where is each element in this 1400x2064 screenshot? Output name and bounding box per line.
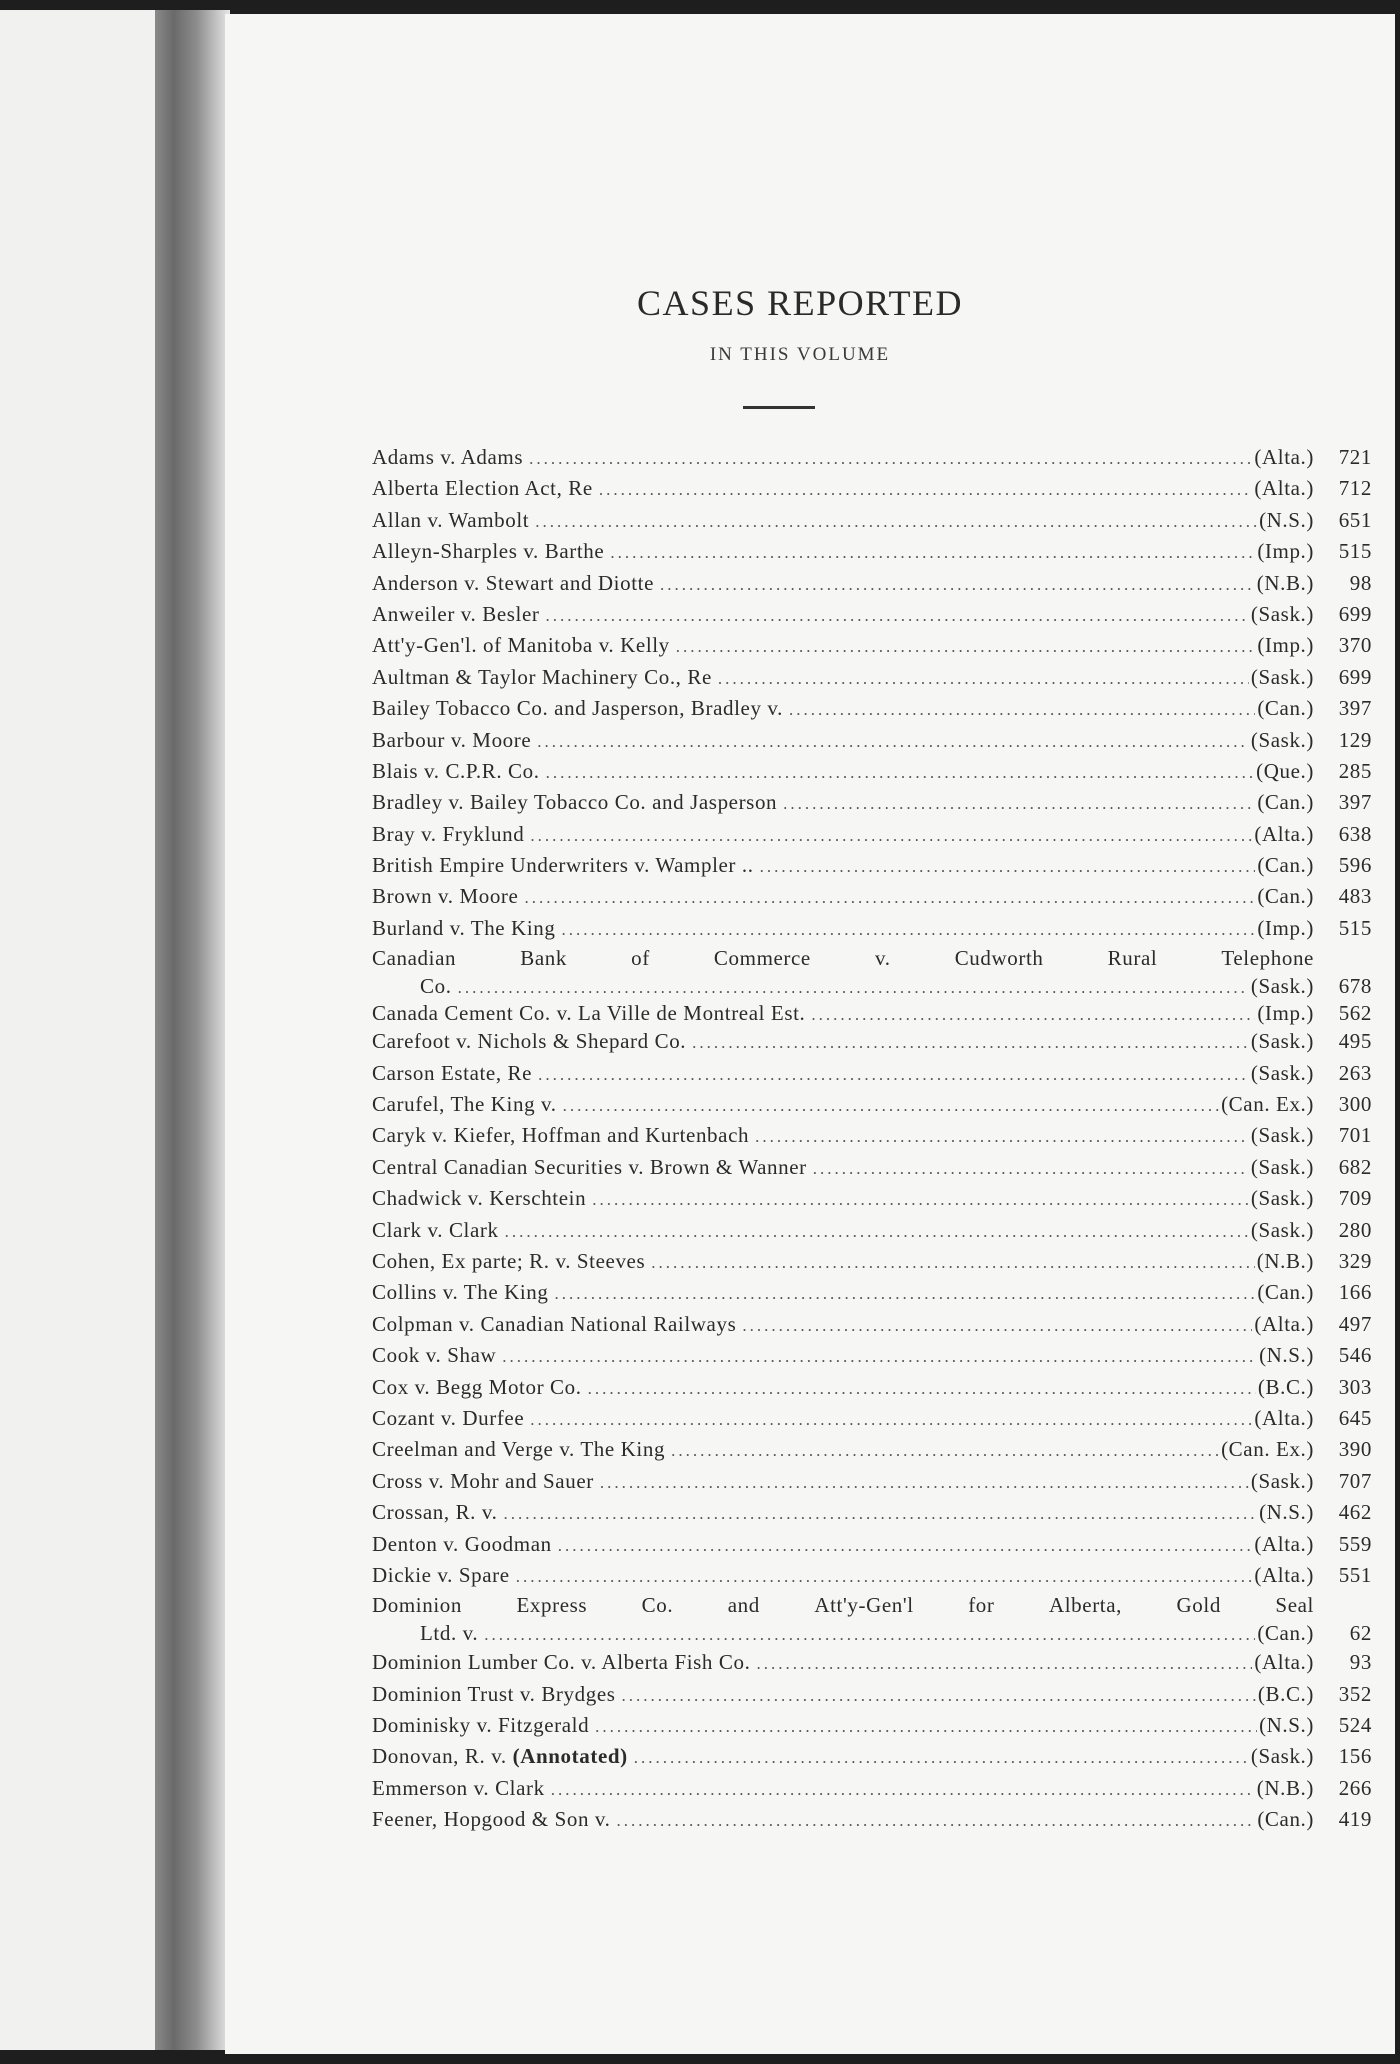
dot-leader	[530, 820, 1252, 851]
court-abbreviation: (Alta.)	[1254, 821, 1314, 846]
court-abbreviation: (Sask.)	[1250, 1217, 1314, 1242]
case-name	[372, 1529, 552, 1560]
dot-leader	[563, 1090, 1219, 1121]
case-entry	[372, 1340, 1372, 1371]
case-name-line1: Dominion Express Co. and Att'y-Gen'l for Alberta, Gold Seal	[372, 1593, 1314, 1618]
case-entry	[372, 1152, 1372, 1183]
case-name-text: Dominion Trust v. Brydges	[372, 1681, 616, 1706]
court-abbreviation: (Sask.)	[1250, 664, 1314, 689]
court-abbreviation: (N.B.)	[1256, 1775, 1314, 1800]
case-name-text: Att'y-Gen'l. of Manitoba v. Kelly	[372, 633, 670, 658]
previous-page-edge	[0, 10, 160, 2050]
page-number: 699	[1338, 664, 1372, 689]
page-number: 483	[1338, 884, 1372, 909]
court-abbreviation: (Sask.)	[1250, 1186, 1314, 1211]
case-name	[372, 1741, 628, 1772]
page-number: 370	[1338, 633, 1372, 658]
case-name	[372, 1026, 686, 1057]
dot-leader	[671, 1435, 1219, 1466]
page-number: 699	[1338, 601, 1372, 626]
case-name-text: Denton v. Goodman	[372, 1531, 552, 1556]
case-entry	[372, 505, 1372, 536]
case-entry	[372, 536, 1372, 567]
page-number: 712	[1338, 476, 1372, 501]
dot-leader	[558, 1530, 1253, 1561]
court-abbreviation: (Can.)	[1257, 1280, 1314, 1305]
case-entry	[372, 1679, 1372, 1710]
dot-leader	[660, 569, 1255, 600]
court-abbreviation: (Alta.)	[1254, 1405, 1314, 1430]
dot-leader	[503, 1498, 1257, 1529]
case-entry-continuation	[372, 1620, 1372, 1647]
case-entry	[372, 756, 1372, 787]
case-name-text: Canada Cement Co. v. La Ville de Montreal Est.	[372, 1001, 806, 1026]
case-name-text: British Empire Underwriters v. Wampler ..	[372, 853, 754, 878]
dot-leader	[811, 1002, 1255, 1028]
case-entry	[372, 1710, 1372, 1741]
court-abbreviation: (Sask.)	[1250, 1029, 1314, 1054]
case-name	[372, 1434, 665, 1465]
court-abbreviation: (N.B.)	[1256, 1248, 1314, 1273]
case-entry	[372, 1647, 1372, 1678]
case-name	[372, 819, 524, 850]
case-entry	[372, 473, 1372, 504]
dot-leader	[537, 726, 1249, 757]
case-name	[372, 1058, 532, 1089]
page-number: 524	[1338, 1713, 1372, 1738]
case-name-text: Dickie v. Spare	[372, 1562, 510, 1587]
dot-leader	[555, 1278, 1256, 1309]
dot-leader	[530, 1404, 1252, 1435]
case-name-text: Emmerson v. Clark	[372, 1775, 545, 1800]
case-name-text: Carson Estate, Re	[372, 1060, 533, 1085]
case-entry	[372, 1183, 1372, 1214]
case-name	[372, 662, 712, 693]
dot-leader	[755, 1121, 1249, 1152]
dot-leader	[692, 1027, 1249, 1058]
court-abbreviation: (N.S.)	[1259, 1713, 1314, 1738]
page-number: 300	[1338, 1092, 1372, 1117]
case-name	[372, 1340, 496, 1371]
page-number: 462	[1338, 1500, 1372, 1525]
court-abbreviation: (Sask.)	[1250, 1744, 1314, 1769]
page-number: 515	[1338, 539, 1372, 564]
case-name-text: Creelman and Verge v. The King	[372, 1437, 666, 1462]
case-name-text: Bray v. Fryklund	[372, 821, 525, 846]
page-number: 546	[1338, 1343, 1372, 1368]
dot-leader	[551, 1774, 1255, 1805]
case-entry	[372, 1000, 1372, 1026]
page-subtitle: IN THIS VOLUME	[709, 344, 891, 365]
case-entry	[372, 1215, 1372, 1246]
case-name-text: Aultman & Taylor Machinery Co., Re	[372, 664, 712, 689]
court-abbreviation: (Alta.)	[1254, 1650, 1314, 1675]
case-name	[372, 630, 670, 661]
page-number: 156	[1338, 1744, 1372, 1769]
court-abbreviation: (Alta.)	[1254, 1311, 1314, 1336]
case-entry	[372, 599, 1372, 630]
page-number: 98	[1349, 570, 1372, 595]
case-name	[372, 1773, 545, 1804]
page-number: 397	[1338, 696, 1372, 721]
page-title: CASES REPORTED	[637, 283, 963, 323]
case-name-text: Caryk v. Kiefer, Hoffman and Kurtenbach	[372, 1123, 750, 1148]
page-number: 596	[1338, 853, 1372, 878]
case-name-text: Bailey Tobacco Co. and Jasperson, Bradley v.	[372, 696, 784, 721]
dot-leader	[813, 1153, 1249, 1184]
case-entry	[372, 1277, 1372, 1308]
case-name-text: Brown v. Moore	[372, 884, 519, 909]
case-name-text: Anweiler v. Besler	[372, 601, 540, 626]
case-entry	[372, 725, 1372, 756]
case-entry	[372, 787, 1372, 818]
page-number: 551	[1338, 1562, 1372, 1587]
dot-leader	[546, 757, 1255, 788]
case-name	[372, 725, 531, 756]
page-number: 709	[1338, 1186, 1372, 1211]
court-abbreviation: (B.C.)	[1257, 1681, 1314, 1706]
case-name	[372, 1679, 616, 1710]
case-entry	[372, 881, 1372, 912]
case-name-text: Colpman v. Canadian National Railways	[372, 1311, 737, 1336]
case-entry	[372, 630, 1372, 661]
court-abbreviation: (Alta.)	[1254, 1531, 1314, 1556]
court-abbreviation: (N.S.)	[1259, 1343, 1314, 1368]
dot-leader	[742, 1310, 1252, 1341]
case-entry	[372, 1026, 1372, 1057]
page-number: 129	[1338, 727, 1372, 752]
court-abbreviation: (Can. Ex.)	[1221, 1437, 1314, 1462]
case-name-text: Donovan, R. v.	[372, 1744, 507, 1769]
dot-leader	[651, 1247, 1254, 1278]
case-name-line2: Co.	[420, 974, 452, 999]
case-name	[372, 1246, 645, 1277]
case-entry	[372, 819, 1372, 850]
case-name-text: Adams v. Adams	[372, 445, 524, 469]
page-number: 721	[1338, 445, 1372, 469]
case-name-text: Carufel, The King v.	[372, 1092, 557, 1117]
case-entry	[372, 850, 1372, 881]
case-name	[372, 1215, 499, 1246]
page-number: 559	[1338, 1531, 1372, 1556]
case-name-text: Dominisky v. Fitzgerald	[372, 1713, 590, 1738]
dot-leader	[783, 788, 1255, 819]
case-name	[372, 1372, 582, 1403]
case-name-text: Crossan, R. v.	[372, 1500, 498, 1525]
court-abbreviation: (Can.)	[1257, 790, 1314, 815]
page-number: 419	[1338, 1807, 1372, 1832]
case-entry	[372, 1120, 1372, 1151]
case-entry	[372, 1560, 1372, 1591]
dot-leader	[484, 1621, 1255, 1648]
case-name	[372, 787, 777, 818]
case-name-text: Collins v. The King	[372, 1280, 549, 1305]
dot-leader	[634, 1742, 1249, 1773]
case-entry	[372, 1058, 1372, 1089]
case-entry	[372, 1466, 1372, 1497]
case-name-text: Blais v. C.P.R. Co.	[372, 758, 540, 783]
case-name-text: Anderson v. Stewart and Diotte	[372, 570, 654, 595]
dot-leader	[561, 914, 1255, 945]
dot-leader	[545, 600, 1248, 631]
case-name	[372, 1120, 749, 1151]
dot-leader	[600, 1467, 1249, 1498]
case-name	[372, 1309, 736, 1340]
dot-leader	[599, 474, 1253, 505]
dot-leader	[756, 1648, 1252, 1679]
page-number: 62	[1349, 1621, 1372, 1646]
page-number: 266	[1338, 1775, 1372, 1800]
dot-leader	[524, 882, 1255, 913]
page-number: 329	[1338, 1248, 1372, 1273]
page-number: 285	[1338, 758, 1372, 783]
case-entry	[372, 1403, 1372, 1434]
dot-leader	[538, 1059, 1249, 1090]
document-page	[225, 14, 1395, 2054]
page-number: 645	[1338, 1405, 1372, 1430]
court-abbreviation: (Sask.)	[1250, 1123, 1314, 1148]
page-number: 93	[1349, 1650, 1372, 1675]
case-name-text: Clark v. Clark	[372, 1217, 499, 1242]
case-entry	[372, 1741, 1372, 1772]
court-abbreviation: (Sask.)	[1250, 1060, 1314, 1085]
case-name	[372, 850, 754, 881]
court-abbreviation: (Imp.)	[1257, 915, 1314, 940]
case-name	[372, 473, 593, 504]
case-name-text: Barbour v. Moore	[372, 727, 532, 752]
court-abbreviation: (N.S.)	[1259, 507, 1314, 532]
case-entry	[372, 944, 1372, 973]
dot-leader	[458, 974, 1249, 1001]
case-name-text: Cox v. Begg Motor Co.	[372, 1374, 582, 1399]
case-name-text: Chadwick v. Kerschtein	[372, 1186, 587, 1211]
page-number: 495	[1338, 1029, 1372, 1054]
court-abbreviation: (Sask.)	[1250, 727, 1314, 752]
dot-leader	[617, 1805, 1256, 1836]
case-entry	[372, 913, 1372, 944]
case-name	[372, 536, 604, 567]
court-abbreviation: (Can.)	[1257, 1621, 1314, 1646]
case-name	[372, 1560, 510, 1591]
court-abbreviation: (Sask.)	[1250, 601, 1314, 626]
court-abbreviation: (Imp.)	[1257, 539, 1314, 564]
court-abbreviation: (Que.)	[1256, 758, 1314, 783]
case-name	[372, 1089, 557, 1120]
page-number: 678	[1338, 974, 1372, 999]
dot-leader	[676, 631, 1256, 662]
dot-leader	[595, 1711, 1257, 1742]
court-abbreviation: (Alta.)	[1254, 1562, 1314, 1587]
case-name-text: Dominion Lumber Co. v. Alberta Fish Co.	[372, 1650, 751, 1675]
case-name	[372, 1497, 497, 1528]
page-number: 263	[1338, 1060, 1372, 1085]
dot-leader	[505, 1216, 1249, 1247]
dot-leader	[592, 1184, 1249, 1215]
case-entry	[372, 1434, 1372, 1465]
page-number: 166	[1338, 1280, 1372, 1305]
book-binding-gutter	[155, 10, 230, 2050]
dot-leader	[789, 694, 1255, 725]
case-name	[372, 1466, 594, 1497]
case-name-text: Central Canadian Securities v. Brown & Wanner	[372, 1154, 807, 1179]
case-entry	[372, 662, 1372, 693]
case-name-text: Alberta Election Act, Re	[372, 476, 593, 501]
case-entry	[372, 1246, 1372, 1277]
page-number: 707	[1338, 1468, 1372, 1493]
dot-leader	[760, 851, 1256, 882]
case-name	[372, 1277, 549, 1308]
case-annotation: (Annotated)	[512, 1744, 628, 1769]
court-abbreviation: (Sask.)	[1250, 1154, 1314, 1179]
case-name	[372, 1152, 807, 1183]
page-number: 682	[1338, 1154, 1372, 1179]
case-entry	[372, 568, 1372, 599]
case-name-text: Cozant v. Durfee	[372, 1405, 525, 1430]
case-name	[372, 1804, 611, 1835]
case-name-text: Feener, Hopgood & Son v.	[372, 1807, 611, 1832]
case-name-text: Cross v. Mohr and Sauer	[372, 1468, 594, 1493]
case-name-text: Carefoot v. Nichols & Shepard Co.	[372, 1029, 687, 1054]
case-name	[372, 442, 523, 473]
page-number: 390	[1338, 1437, 1372, 1462]
dot-leader	[535, 506, 1257, 537]
dot-leader	[516, 1561, 1253, 1592]
page-number: 280	[1338, 1217, 1372, 1242]
case-name	[372, 1647, 750, 1678]
page-number: 397	[1338, 790, 1372, 815]
case-name-line1: Canadian Bank of Commerce v. Cudworth Rural Telephone	[372, 946, 1314, 971]
court-abbreviation: (B.C.)	[1257, 1374, 1314, 1399]
case-name	[372, 1403, 524, 1434]
court-abbreviation: (Imp.)	[1257, 1001, 1314, 1026]
case-entry	[372, 1591, 1372, 1620]
case-name	[372, 1710, 589, 1741]
case-name	[372, 913, 555, 944]
case-name	[372, 1183, 586, 1214]
court-abbreviation: (Can.)	[1257, 853, 1314, 878]
case-name-text: Cook v. Shaw	[372, 1343, 497, 1368]
case-name-line2: Ltd. v.	[420, 1621, 479, 1646]
case-name	[372, 505, 529, 536]
court-abbreviation: (N.S.)	[1259, 1500, 1314, 1525]
title-divider	[743, 406, 815, 409]
case-name-text: Burland v. The King	[372, 915, 556, 940]
page-number: 352	[1338, 1681, 1372, 1706]
court-abbreviation: (Imp.)	[1257, 633, 1314, 658]
page-number: 303	[1338, 1374, 1372, 1399]
court-abbreviation: (N.B.)	[1256, 570, 1314, 595]
page-number: 562	[1338, 1001, 1372, 1026]
case-name-text: Allan v. Wambolt	[372, 507, 530, 532]
case-name	[372, 599, 539, 630]
case-entry	[372, 1773, 1372, 1804]
case-entry	[372, 1804, 1372, 1835]
court-abbreviation: (Alta.)	[1254, 476, 1314, 501]
cases-list	[372, 442, 1372, 1836]
case-entry-continuation	[372, 973, 1372, 1000]
dot-leader	[529, 443, 1252, 474]
court-abbreviation: (Can. Ex.)	[1221, 1092, 1314, 1117]
court-abbreviation: (Sask.)	[1250, 974, 1314, 999]
court-abbreviation: (Sask.)	[1250, 1468, 1314, 1493]
dot-leader	[718, 663, 1249, 694]
case-name-text: Alleyn-Sharples v. Barthe	[372, 539, 605, 564]
case-entry	[372, 1497, 1372, 1528]
case-name	[372, 756, 540, 787]
page-number: 638	[1338, 821, 1372, 846]
court-abbreviation: (Can.)	[1257, 884, 1314, 909]
dot-leader	[622, 1680, 1256, 1711]
page-number: 515	[1338, 915, 1372, 940]
case-entry	[372, 1309, 1372, 1340]
court-abbreviation: (Can.)	[1257, 1807, 1314, 1832]
case-entry	[372, 1529, 1372, 1560]
page-number: 651	[1338, 507, 1372, 532]
case-name	[372, 881, 518, 912]
page-number: 701	[1338, 1123, 1372, 1148]
case-entry	[372, 1372, 1372, 1403]
case-name-text: Bradley v. Bailey Tobacco Co. and Jasperson	[372, 790, 778, 815]
case-name	[372, 568, 654, 599]
dot-leader	[502, 1341, 1257, 1372]
page-number: 497	[1338, 1311, 1372, 1336]
case-entry	[372, 442, 1372, 473]
court-abbreviation: (Can.)	[1257, 696, 1314, 721]
case-name	[372, 693, 783, 724]
dot-leader	[588, 1373, 1256, 1404]
case-name	[372, 1000, 805, 1026]
case-entry	[372, 693, 1372, 724]
case-entry	[372, 1089, 1372, 1120]
case-name-text: Cohen, Ex parte; R. v. Steeves	[372, 1248, 646, 1273]
court-abbreviation: (Alta.)	[1254, 445, 1314, 469]
dot-leader	[610, 537, 1255, 568]
